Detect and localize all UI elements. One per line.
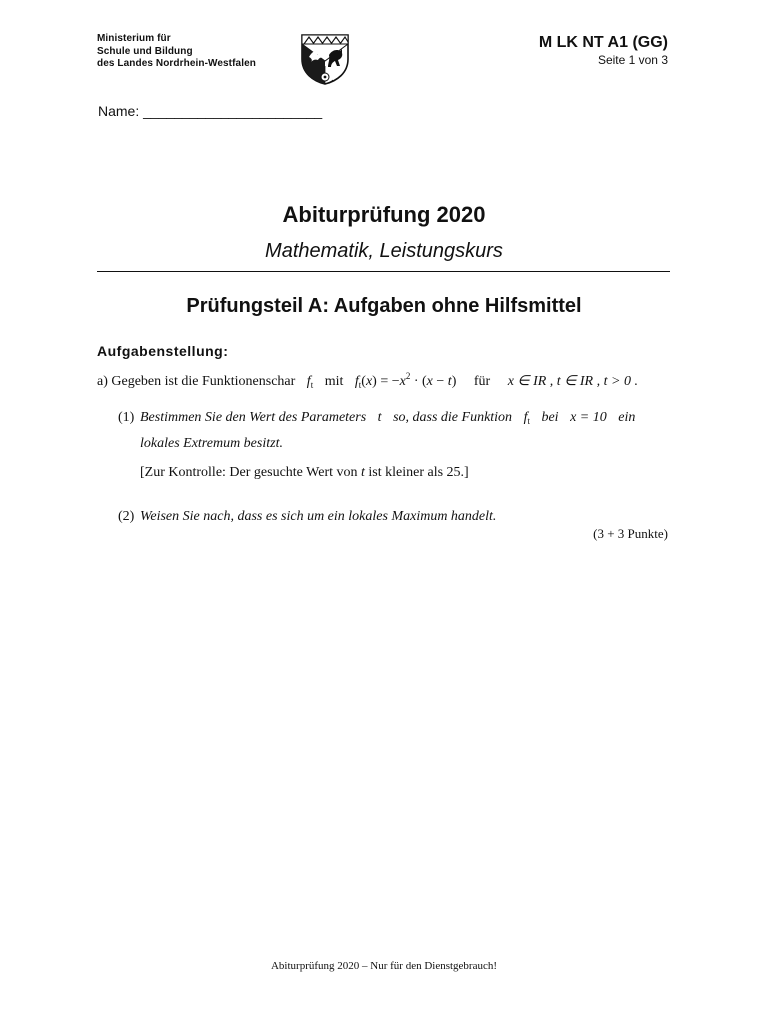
t-var: t	[447, 374, 452, 389]
t-subscript: t	[358, 380, 362, 390]
task-a-intro: Gegeben ist die Funktionenschar	[111, 374, 296, 389]
bei-word: bei	[541, 410, 559, 425]
task-label: Aufgabenstellung:	[97, 343, 229, 359]
function-symbol	[524, 410, 530, 425]
control-hint	[140, 465, 469, 481]
ministry-line: des Landes Nordrhein-Westfalen	[97, 58, 256, 69]
control-hint-part-b: ist kleiner als 25.]	[368, 465, 469, 480]
task-a-statement	[97, 371, 638, 390]
question-1-text	[140, 410, 635, 426]
t-subscript: t	[527, 416, 530, 426]
ministry-line: Schule und Bildung	[97, 45, 193, 57]
question-1-number: (1)	[118, 410, 135, 425]
question-2-text: Weisen Sie nach, dass es sich um ein lokales Maximum handelt.	[140, 509, 497, 524]
x-var: x	[365, 374, 373, 389]
page-subtitle: Mathematik, Leistungskurs	[265, 240, 503, 262]
ein-word: ein	[618, 410, 636, 425]
exponent: 2	[405, 371, 411, 381]
mit-word: mit	[324, 374, 344, 389]
part-title: Prüfungsteil A: Aufgaben ohne Hilfsmittel	[186, 295, 582, 317]
domain-condition: x ∈ IR , t ∈ IR , t > 0 .	[507, 374, 638, 389]
divider	[97, 271, 670, 272]
name-field: Name: _______________________	[98, 103, 323, 119]
x-var: x	[426, 374, 433, 389]
page-info: Seite 1 von 3	[597, 53, 668, 67]
nrw-coat-of-arms-icon	[299, 33, 351, 85]
f-symbol: f	[306, 374, 311, 389]
t-subscript: t	[310, 380, 314, 390]
question-1-part-a: Bestimmen Sie den Wert des Parameters	[140, 410, 367, 425]
footer: Abiturprüfung 2020 – Nur für den Dienstgebrauch!	[270, 960, 498, 972]
x-condition: x = 10	[570, 410, 607, 425]
question-2-number: (2)	[118, 509, 135, 524]
points: (3 + 3 Punkte)	[593, 526, 668, 541]
task-a-label: a)	[97, 374, 108, 389]
control-hint-part-a: [Zur Kontrolle: Der gesuchte Wert von	[140, 465, 358, 480]
fuer-word: für	[473, 374, 491, 389]
f-symbol: f	[523, 410, 528, 425]
question-1-line-2: lokales Extremum besitzt.	[140, 436, 283, 451]
f-symbol: f	[354, 374, 359, 389]
function-symbol	[307, 374, 313, 389]
ministry-line: Ministerium für	[97, 33, 171, 44]
ministry-name	[97, 33, 256, 71]
control-hint-t: t	[361, 465, 365, 480]
exam-code: M LK NT A1 (GG)	[538, 34, 668, 51]
page-title: Abiturprüfung 2020	[282, 202, 486, 227]
parameter-t: t	[377, 410, 382, 425]
function-definition: $f_t(x) = -x^2 \cdot (x - t)$	[354, 371, 457, 390]
question-1-part-b: so, dass die Funktion	[393, 410, 513, 425]
x-var: x	[399, 374, 406, 389]
